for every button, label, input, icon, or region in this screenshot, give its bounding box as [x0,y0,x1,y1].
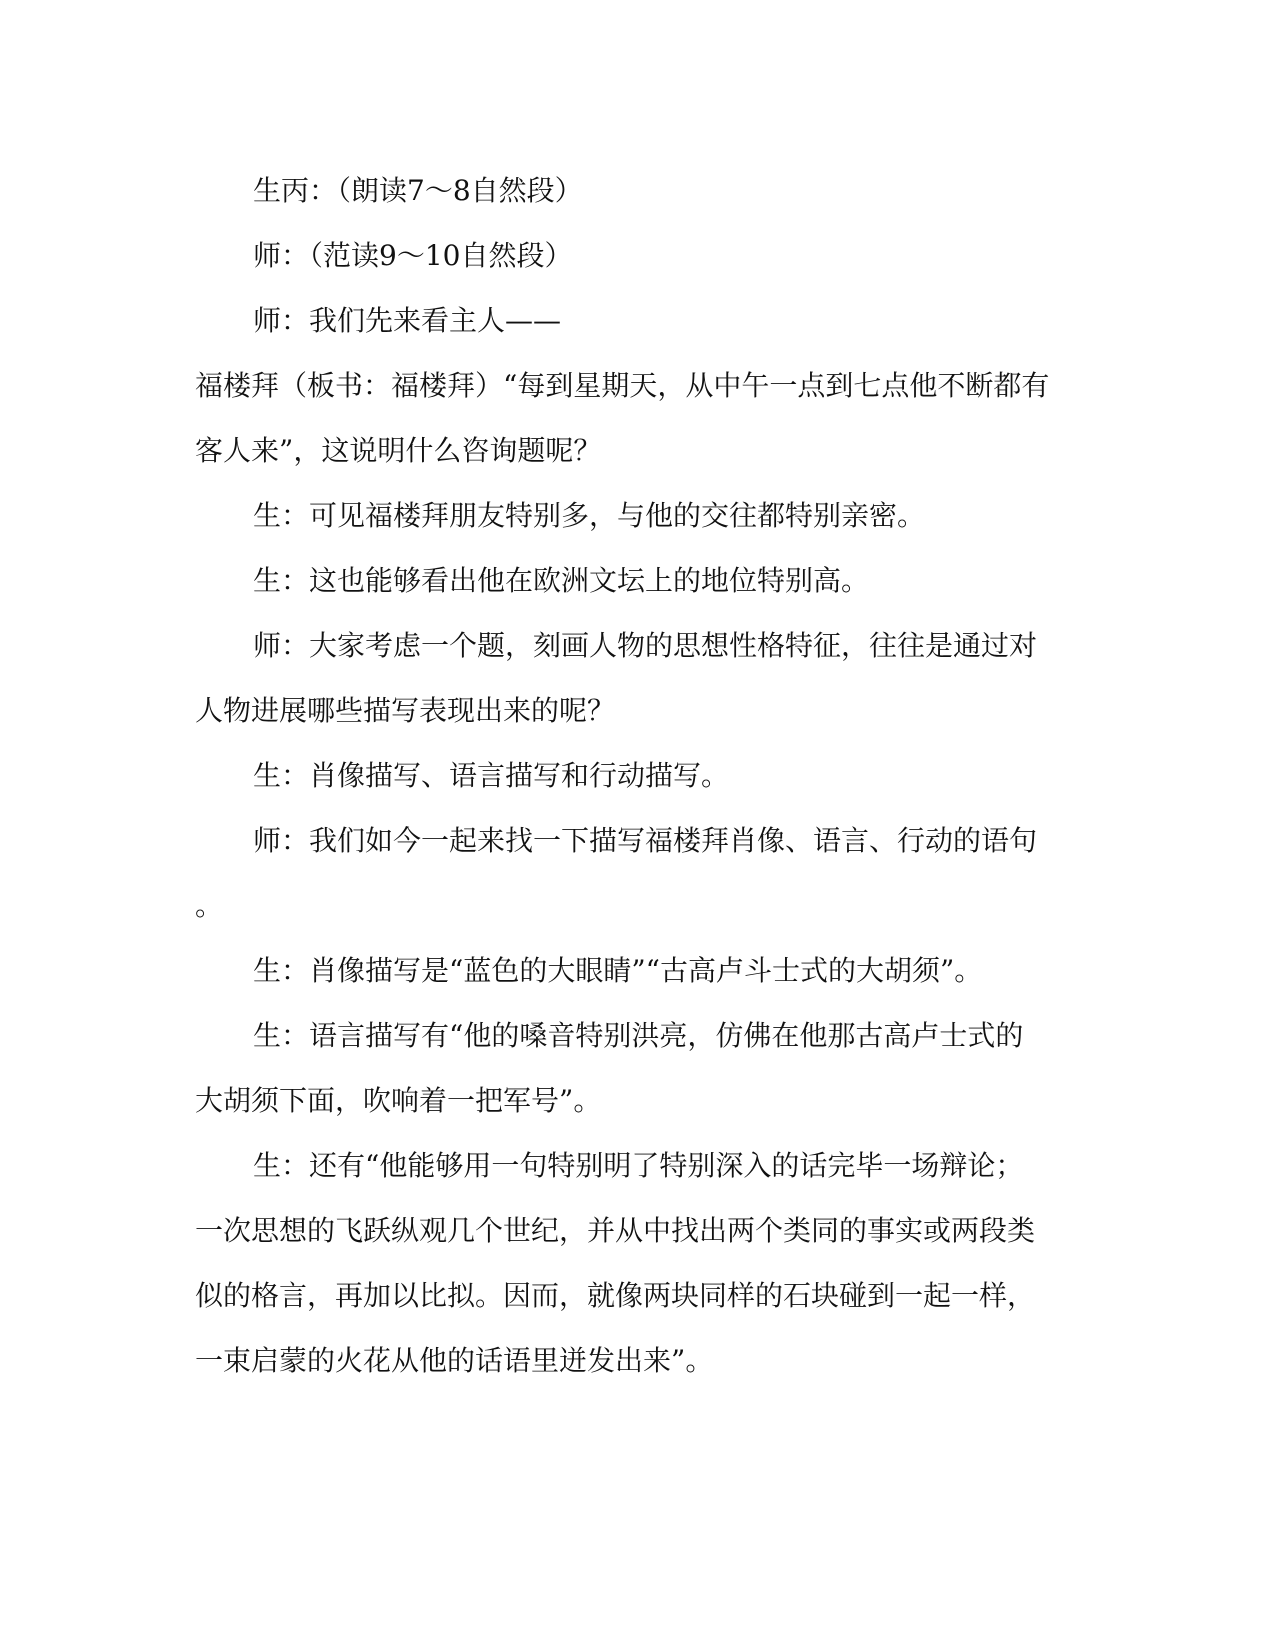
paragraph-line: 师：我们先来看主人—— [253,304,562,337]
paragraph-line: 福楼拜（板书：福楼拜）“每到星期天，从中午一点到七点他不断都有 [195,369,1050,402]
paragraph-line: 。 [195,889,224,922]
paragraph-line: 师：（范读9～10自然段） [253,239,573,272]
paragraph-line: 客人来”，这说明什么咨询题呢？ [195,434,602,467]
paragraph-line: 人物进展哪些描写表现出来的呢？ [195,694,616,727]
paragraph-line: 师：大家考虑一个题，刻画人物的思想性格特征，往往是通过对 [253,629,1038,662]
paragraph-line: 生：语言描写有“他的嗓音特别洪亮，仿佛在他那古高卢士式的 [253,1019,1024,1052]
paragraph-line: 师：我们如今一起来找一下描写福楼拜肖像、语言、行动的语句 [253,824,1038,857]
paragraph-line: 生：还有“他能够用一句特别明了特别深入的话完毕一场辩论； [253,1149,1024,1182]
paragraph-line: 一束启蒙的火花从他的话语里迸发出来”。 [195,1344,714,1377]
document-body [195,158,1075,1393]
paragraph-line: 一次思想的飞跃纵观几个世纪，并从中找出两个类同的事实或两段类 [195,1214,1036,1247]
paragraph-line: 似的格言，再加以比拟。因而，就像两块同样的石块碰到一起一样， [195,1279,1036,1312]
paragraph-line: 生丙：（朗读7～8自然段） [253,174,583,207]
paragraph-line: 大胡须下面，吹响着一把军号”。 [195,1084,602,1117]
paragraph-line: 生：肖像描写是“蓝色的大眼睛”“古高卢斗士式的大胡须”。 [253,954,983,987]
paragraph-line: 生：肖像描写、语言描写和行动描写。 [253,759,730,792]
paragraph-line: 生：这也能够看出他在欧洲文坛上的地位特别高。 [253,564,870,597]
paragraph-line: 生：可见福楼拜朋友特别多，与他的交往都特别亲密。 [253,499,926,532]
